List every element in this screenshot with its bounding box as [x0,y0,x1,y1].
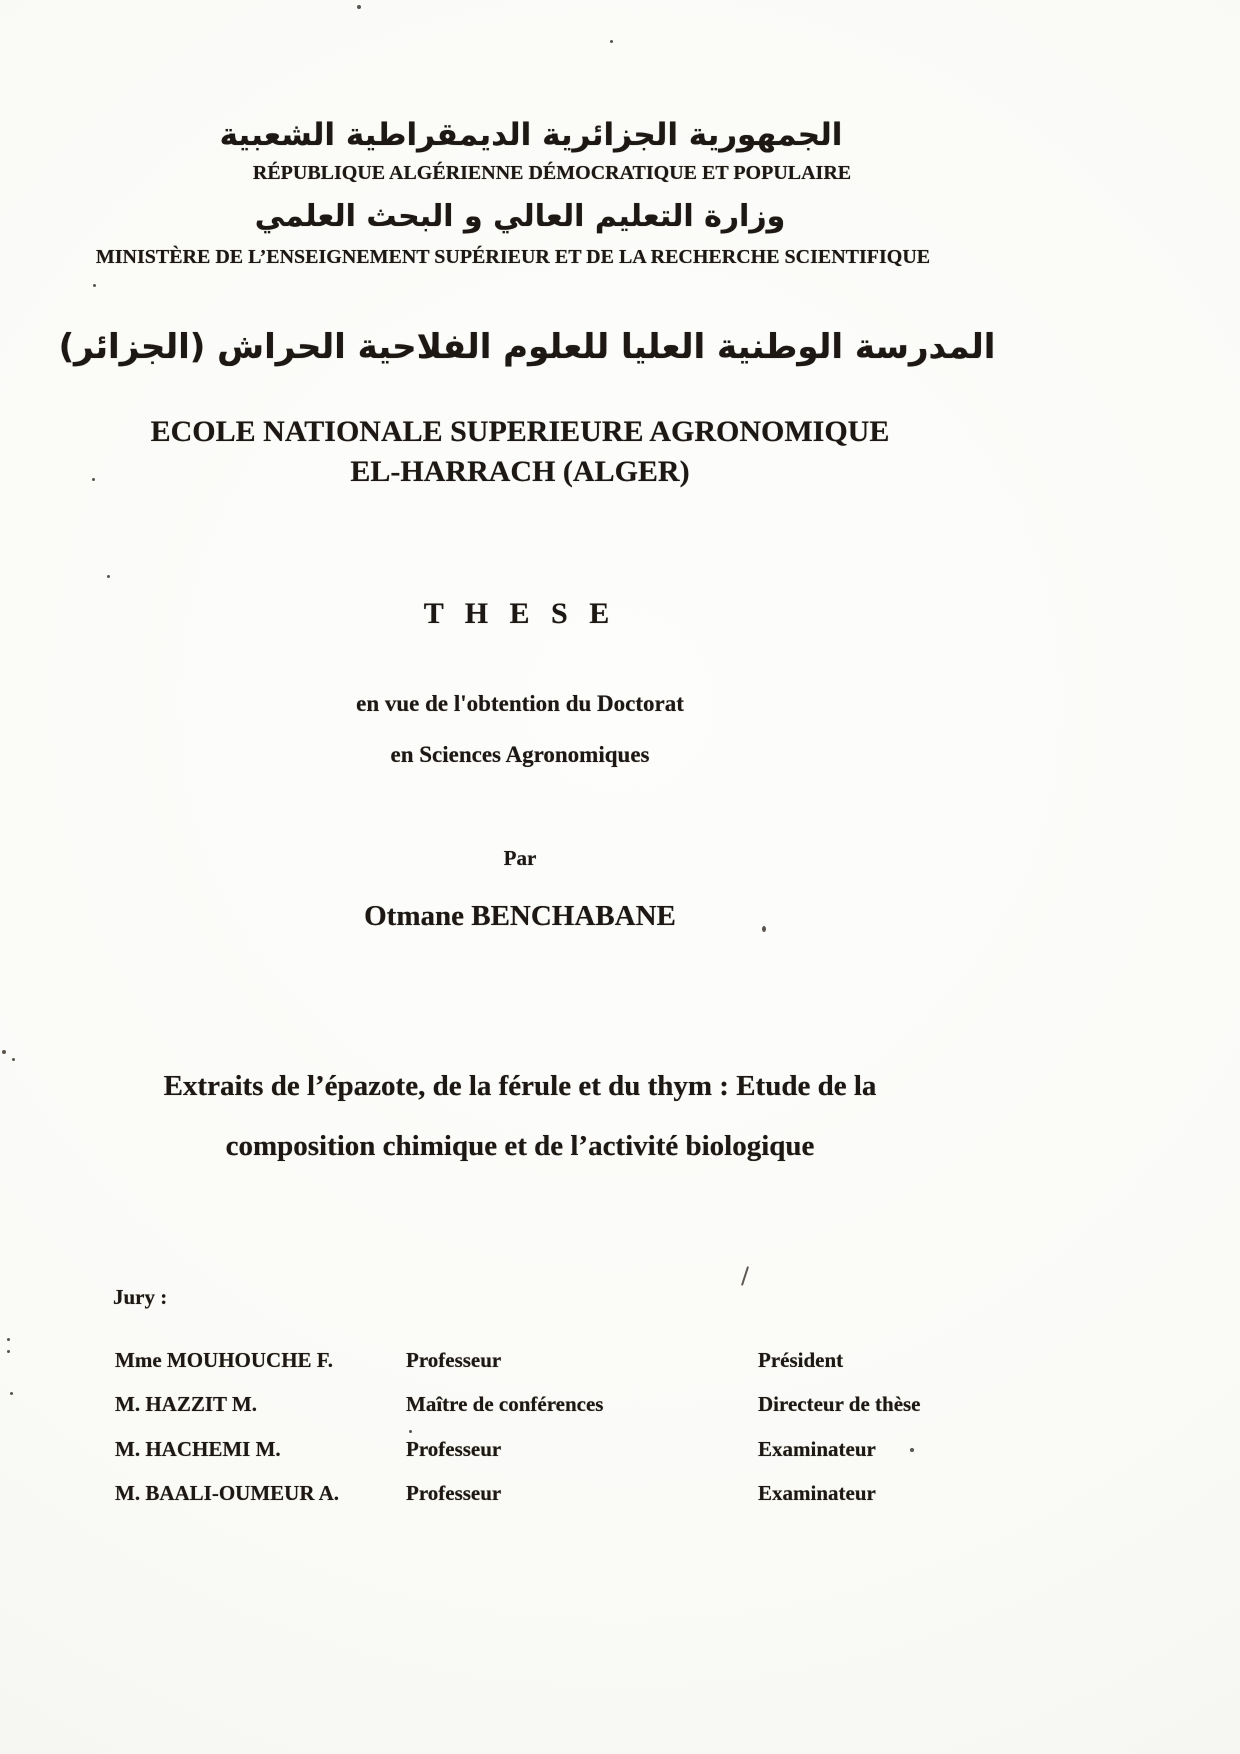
jury-member-grade: Professeur [406,1348,502,1372]
jury-member-name: M. HAZZIT M. [115,1392,257,1416]
jury-member-name: M. BAALI-OUMEUR A. [115,1481,339,1505]
jury-row [0,1481,1240,1511]
jury-member-role: Directeur de thèse [758,1392,921,1416]
school-name-line: ECOLE NATIONALE SUPERIEURE AGRONOMIQUE [150,415,890,448]
arabic-ministry-line: وزارة التعليم العالي و البحث العلمي [254,199,786,234]
jury-member-role: Examinateur [758,1437,876,1461]
scan-speck [610,40,613,43]
sciences-line: en Sciences Agronomiques [390,742,650,767]
scan-speck [12,1058,15,1061]
scan-speck [357,5,361,9]
par-label: Par [503,846,537,870]
doctorat-line: en vue de l'obtention du Doctorat [356,691,684,716]
these-heading: T H E S E [423,597,617,630]
jury-member-name: Mme MOUHOUCHE F. [115,1348,333,1372]
scan-speck [107,575,110,578]
arabic-republic-line: الجمهورية الجزائرية الديمقراطية الشعبية [219,117,843,153]
jury-row [0,1392,1240,1422]
jury-label: Jury : [113,1285,168,1309]
jury-member-grade: Professeur [406,1481,502,1505]
thesis-title-line2: composition chimique et de l’activité biologique [225,1130,815,1162]
jury-row [0,1348,1240,1378]
jury-member-grade: Maître de conférences [406,1392,604,1416]
jury-row [0,1437,1240,1467]
scan-speck [2,1050,6,1054]
arabic-school-line: المدرسة الوطنية العليا للعلوم الفلاحية الحراش (الجزائر) [58,327,996,367]
scan-speck [409,1430,412,1433]
scan-speck [7,1338,10,1341]
school-location-line: EL-HARRACH (ALGER) [350,455,690,488]
thesis-title-line1: Extraits de l’épazote, de la férule et du thym : Etude de la [163,1070,877,1102]
jury-member-name: M. HACHEMI M. [115,1437,281,1461]
jury-member-role: Examinateur [758,1481,876,1505]
jury-member-grade: Professeur [406,1437,502,1461]
author-name: Otmane BENCHABANE [364,900,676,932]
scan-speck [93,284,96,287]
republic-line: RÉPUBLIQUE ALGÉRIENNE DÉMOCRATIQUE ET POPULAIRE [252,162,852,184]
ministry-line: MINISTÈRE DE L’ENSEIGNEMENT SUPÉRIEUR ET DE LA RECHERCHE SCIENTIFIQUE [95,246,931,268]
scan-slash-mark [741,1266,749,1286]
jury-member-role: Président [758,1348,844,1372]
